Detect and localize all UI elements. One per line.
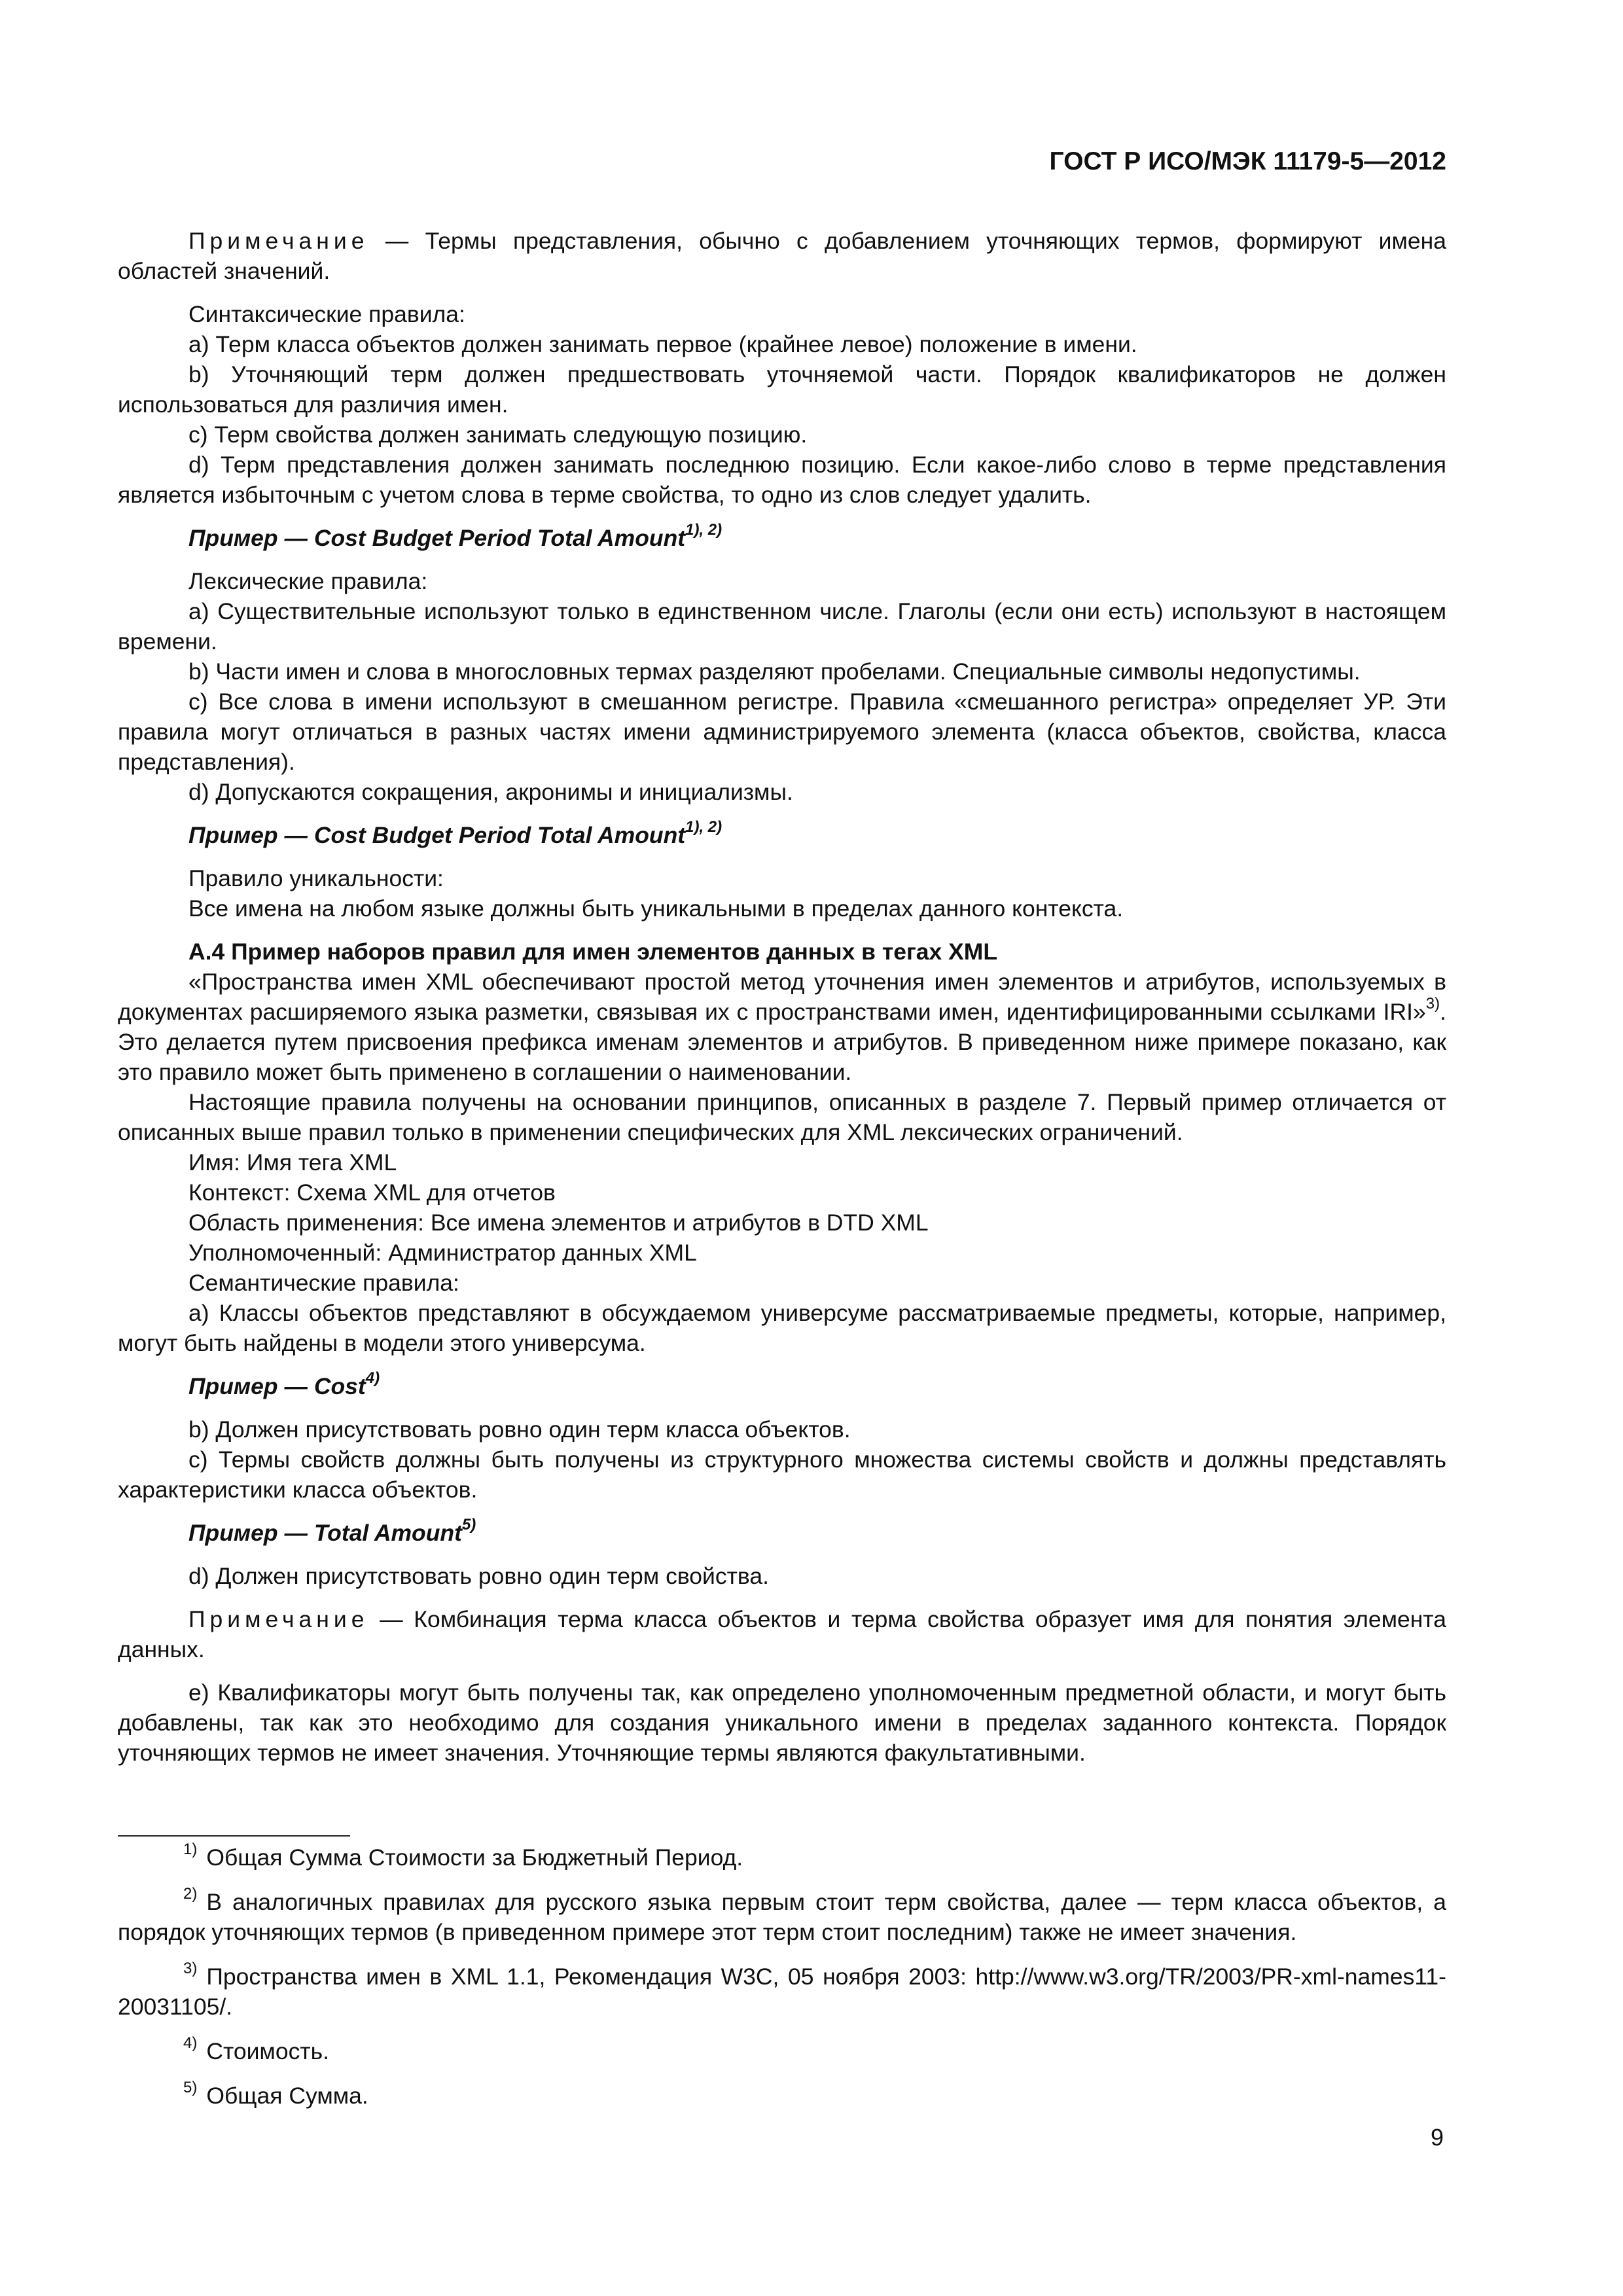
syntax-rules-title: Синтаксические правила: bbox=[188, 301, 465, 327]
syntax-rule-b: b) Уточняющий терм должен предшествовать уточняемой части. Порядок квалификаторов не должен использоваться для различия имен. bbox=[118, 361, 1446, 418]
lexical-rules-title: Лексические правила: bbox=[188, 568, 428, 594]
authority-line: Уполномоченный: Администратор данных XML bbox=[188, 1240, 697, 1266]
footnote-1-text: Общая Сумма Стоимости за Бюджетный Период. bbox=[206, 1844, 743, 1871]
semantic-rules-title: Семантические правила: bbox=[188, 1270, 459, 1296]
footnote-divider bbox=[118, 1835, 350, 1837]
footnote-5-mark: 5) bbox=[183, 2079, 198, 2097]
name-line: Имя: Имя тега XML bbox=[188, 1149, 397, 1175]
semantic-rule-c: c) Термы свойств должны быть получены из структурного множества системы свойств и должны представлять характеристики класса объектов. bbox=[118, 1446, 1446, 1503]
footnote-2-text: В аналогичных правилах для русского языка первым стоит терм свойства, далее — терм класса объектов, а порядок уточняющих термов (в приведенном примере этот терм стоит последним) также не имеет значения. bbox=[118, 1889, 1446, 1945]
footnote-1 bbox=[118, 1842, 1446, 1873]
xml-namespace-text: . Это делается путем присвоения префикса именам элементов и атрибутов. В приведенном ниже примере показано, как это правило может быть применено в соглашении о наименовании. bbox=[118, 999, 1446, 1085]
syntax-rule-d: d) Терм представления должен занимать последнюю позицию. Если какое-либо слово в терме представления является избыточным с учетом слова в терме свойства, то одно из слов следует удалить. bbox=[118, 452, 1446, 508]
note-text: — Термы представления, обычно с добавлением уточняющих термов, формируют имена областей значений. bbox=[118, 228, 1446, 284]
xml-namespace-paragraph bbox=[118, 967, 1446, 1087]
lexical-rule-d: d) Допускаются сокращения, акронимы и инициализмы. bbox=[188, 779, 793, 805]
semantic-rule-e: e) Квалификаторы могут быть получены так, как определено уполномоченным предметной области, и могут быть добавлены, так как это необходимо для создания уникального имени в пределах заданного контекста. Порядок уточняющих термов не имеет значения. Уточняющие термы являются факультативными. bbox=[118, 1679, 1446, 1766]
example-2 bbox=[118, 820, 1446, 850]
footnote-3-text: Пространства имен в XML 1.1, Рекомендация W3C, 05 ноября 2003: http://www.w3.org/TR/2003/PR-xml-names11-20031105/. bbox=[118, 1964, 1446, 2020]
note-label-2: Примечание bbox=[188, 1606, 369, 1632]
context-line: Контекст: Схема XML для отчетов bbox=[188, 1179, 556, 1206]
example-4-text: Пример — Total Amount bbox=[188, 1520, 462, 1546]
example-2-footnote-ref: 1), 2) bbox=[685, 818, 722, 836]
semantic-rule-b: b) Должен присутствовать ровно один терм класса объектов. bbox=[188, 1416, 851, 1443]
semantic-rule-d: d) Должен присутствовать ровно один терм свойства. bbox=[188, 1563, 769, 1589]
uniqueness-rule-title: Правило уникальности: bbox=[188, 865, 444, 891]
example-1-footnote-ref: 1), 2) bbox=[685, 521, 722, 539]
footnote-ref-3: 3) bbox=[1425, 995, 1440, 1013]
footnote-2 bbox=[118, 1887, 1446, 1947]
lexical-rule-b: b) Части имен и слова в многословных термах разделяют пробелами. Специальные символы недопустимы. bbox=[188, 658, 1361, 685]
note-paragraph bbox=[118, 226, 1446, 286]
footnote-3-mark: 3) bbox=[183, 1960, 198, 1978]
example-1-text: Пример — Cost Budget Period Total Amount bbox=[188, 525, 686, 551]
footnotes bbox=[118, 1842, 1446, 2125]
example-1 bbox=[118, 523, 1446, 553]
document-header: ГОСТ Р ИСО/МЭК 11179-5—2012 bbox=[1049, 147, 1446, 175]
lexical-rule-c: c) Все слова в имени используют в смешанном регистре. Правила «смешанного регистра» определяет УР. Эти правила могут отличаться в разных частях имени администрируемого элемента (класса объектов, свойства, класса представления). bbox=[118, 689, 1446, 775]
lexical-rule-a: a) Существительные используют только в единственном числе. Глаголы (если они есть) используют в настоящем времени. bbox=[118, 598, 1446, 655]
example-4 bbox=[118, 1518, 1446, 1548]
note-text-2: — Комбинация терма класса объектов и терма свойства образует имя для понятия элемента данных. bbox=[118, 1606, 1446, 1662]
footnote-4-mark: 4) bbox=[183, 2034, 198, 2053]
uniqueness-rule-text: Все имена на любом языке должны быть уникальными в пределах данного контекста. bbox=[188, 895, 1124, 922]
syntax-rule-c: c) Терм свойства должен занимать следующую позицию. bbox=[188, 422, 808, 448]
rules-origin-paragraph: Настоящие правила получены на основании принципов, описанных в разделе 7. Первый пример отличается от описанных выше правил только в применении специфических для XML лексических ограничений. bbox=[118, 1089, 1446, 1145]
xml-namespace-quote: «Пространства имен XML обеспечивают простой метод уточнения имен элементов и атрибутов, используемых в документах расширяемого языка разметки, связывая их с пространствами имен, идентифицированными ссылками IRI» bbox=[118, 969, 1446, 1025]
footnote-4-text: Стоимость. bbox=[206, 2038, 329, 2064]
example-4-footnote-ref: 5) bbox=[461, 1516, 476, 1534]
footnote-5 bbox=[118, 2081, 1446, 2111]
footnote-2-mark: 2) bbox=[183, 1885, 198, 1903]
semantic-rule-a: a) Классы объектов представляют в обсуждаемом универсуме рассматриваемые предметы, которые, например, могут быть найдены в модели этого универсума. bbox=[118, 1300, 1446, 1356]
note-paragraph-2 bbox=[118, 1604, 1446, 1664]
footnote-3 bbox=[118, 1962, 1446, 2022]
note-label: Примечание bbox=[188, 228, 369, 254]
example-3 bbox=[118, 1371, 1446, 1401]
example-3-footnote-ref: 4) bbox=[365, 1369, 380, 1388]
page-number: 9 bbox=[1430, 2124, 1444, 2151]
scope-line: Область применения: Все имена элементов и атрибутов в DTD XML bbox=[188, 1210, 929, 1236]
syntax-rule-a: a) Терм класса объектов должен занимать первое (крайнее левое) положение в имени. bbox=[188, 331, 1137, 357]
example-3-text: Пример — Cost bbox=[188, 1373, 366, 1399]
footnote-1-mark: 1) bbox=[183, 1840, 198, 1859]
example-2-text: Пример — Cost Budget Period Total Amount bbox=[188, 822, 686, 848]
footnote-4 bbox=[118, 2036, 1446, 2066]
document-body bbox=[118, 226, 1446, 1768]
section-heading-a4: А.4 Пример наборов правил для имен элементов данных в тегах XML bbox=[188, 939, 998, 965]
footnote-5-text: Общая Сумма. bbox=[206, 2083, 368, 2109]
